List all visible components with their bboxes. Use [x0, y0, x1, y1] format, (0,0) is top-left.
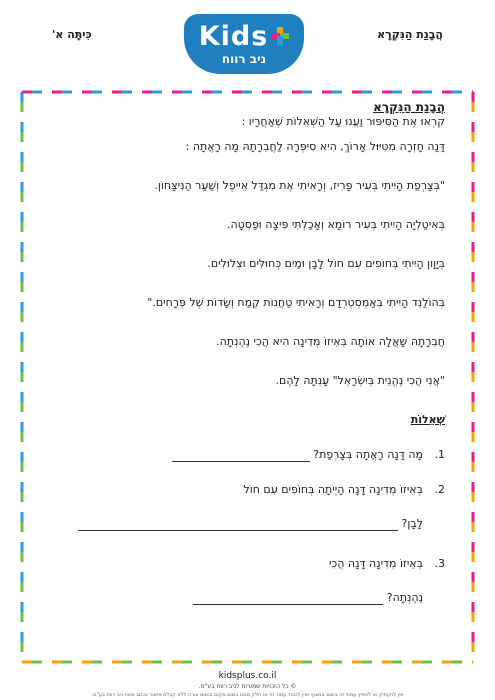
copyright-notice: © כל הזכויות שמורות לניב רווח בע"מ. — [198, 683, 297, 690]
question-text: בְּאֵיזוֹ מְדִינָה דָּנָה הָיְיתָה בְּחוֹפִים עִם חוֹל — [243, 483, 423, 496]
question-number: 2. — [434, 483, 445, 496]
story-paragraph: דָּנָה חָזְרָה מִטִּיּוּל אָרוֹךְ, הִיא סִיפְּרָה לַחֲבֵרָתָהּ מָה רָאֲתָה : — [185, 140, 445, 153]
website-footer[interactable]: kidsplus.co.il — [218, 671, 277, 681]
question-text: מָה דָּנָה רָאֲתָה בְּצָרְפַת? — [313, 448, 423, 461]
question-text-continuation: נֶהֶנְתָה? — [386, 591, 423, 604]
kidsplus-logo — [184, 14, 304, 74]
story-paragraph: חֲבֵרָתָהּ שָׁאֲלָה אוֹתָהּ בְּאֵיזוֹ מְדִינָה הִיא הֲכִי נֶהֶנְתָה. — [216, 335, 445, 348]
story-paragraph: בְּיָוָון הָיִיתִי בְּחוֹפִים עִם חוֹל לָבָן וּמַיִם כְּחוּלִּים וּצְלוּלִים. — [207, 257, 445, 270]
answer-line[interactable] — [172, 451, 310, 462]
header-topic-label: הֲבָנַת הַנִּקְרָא — [377, 28, 443, 41]
question-item — [50, 483, 445, 531]
worksheet-title: הֲבָנַת הַנִּקְרָא — [373, 100, 445, 114]
story-paragraph: "בְּצָרְפַת הָיִיתִי בְּעִיר פָּרִיז, וְרָאִיתִי אֶת מִגְדַּל אֵייפֶל וְשַׁעַר הַנִּיצָּחוֹן. — [154, 179, 445, 192]
story-paragraph: "אֲנִי הֲכִי נֶהֱנֵית בְּיִשְׂרָאֵל" עָנְתָה לָהֶם. — [275, 374, 445, 387]
question-text: בְּאֵיזוֹ מְדִינָה דָּנָה הֲכִי — [328, 557, 423, 570]
question-item — [50, 557, 445, 605]
logo-word: Kids — [198, 20, 269, 52]
legal-notice: אין להעתיק או להפיץ עמוד זה בשום אמצעי ואין לכבוד עמוד זה או חלק ממנו בשום מקום ובשום צורה ללא קבלת אישור בכתב מאת ניב רווח בע"מ. — [91, 692, 404, 698]
questions-heading: שְׁאֵלוֹת — [410, 413, 445, 426]
plus-icon — [271, 27, 289, 45]
answer-line[interactable] — [193, 594, 383, 605]
story-paragraph: בְּאִיטַלְיָה הָיִיתִי בְּעִיר רוֹמָא וְאָכַלְתִּי פִּיצָה וּפַסְטָה. — [226, 218, 445, 231]
question-text-continuation: לָבָן? — [401, 517, 423, 530]
answer-line[interactable] — [78, 520, 398, 531]
question-number: 3. — [434, 557, 445, 570]
logo-subtext: ניב רווח — [221, 51, 267, 66]
question-item — [50, 448, 445, 462]
grade-label: כִּיתָּה א' — [52, 28, 92, 41]
instruction-text: קִרְאוּ אֶת הַסִּיפּוּר וַעֲנוּ עַל הַשְּׁאֵלוֹת שֶׁאַחֲרָיו : — [241, 115, 445, 128]
story-paragraph: בְּהוֹלַנְד הָיִיתִי בְּאַמְסְטֶרְדָם וְרָאִיתִי טַחֲנוֹת קֶמַח וְשָׂדוֹת שֶׁל פְּרָחִים." — [147, 296, 445, 309]
worksheet-content — [50, 100, 445, 605]
question-number: 1. — [434, 448, 445, 461]
